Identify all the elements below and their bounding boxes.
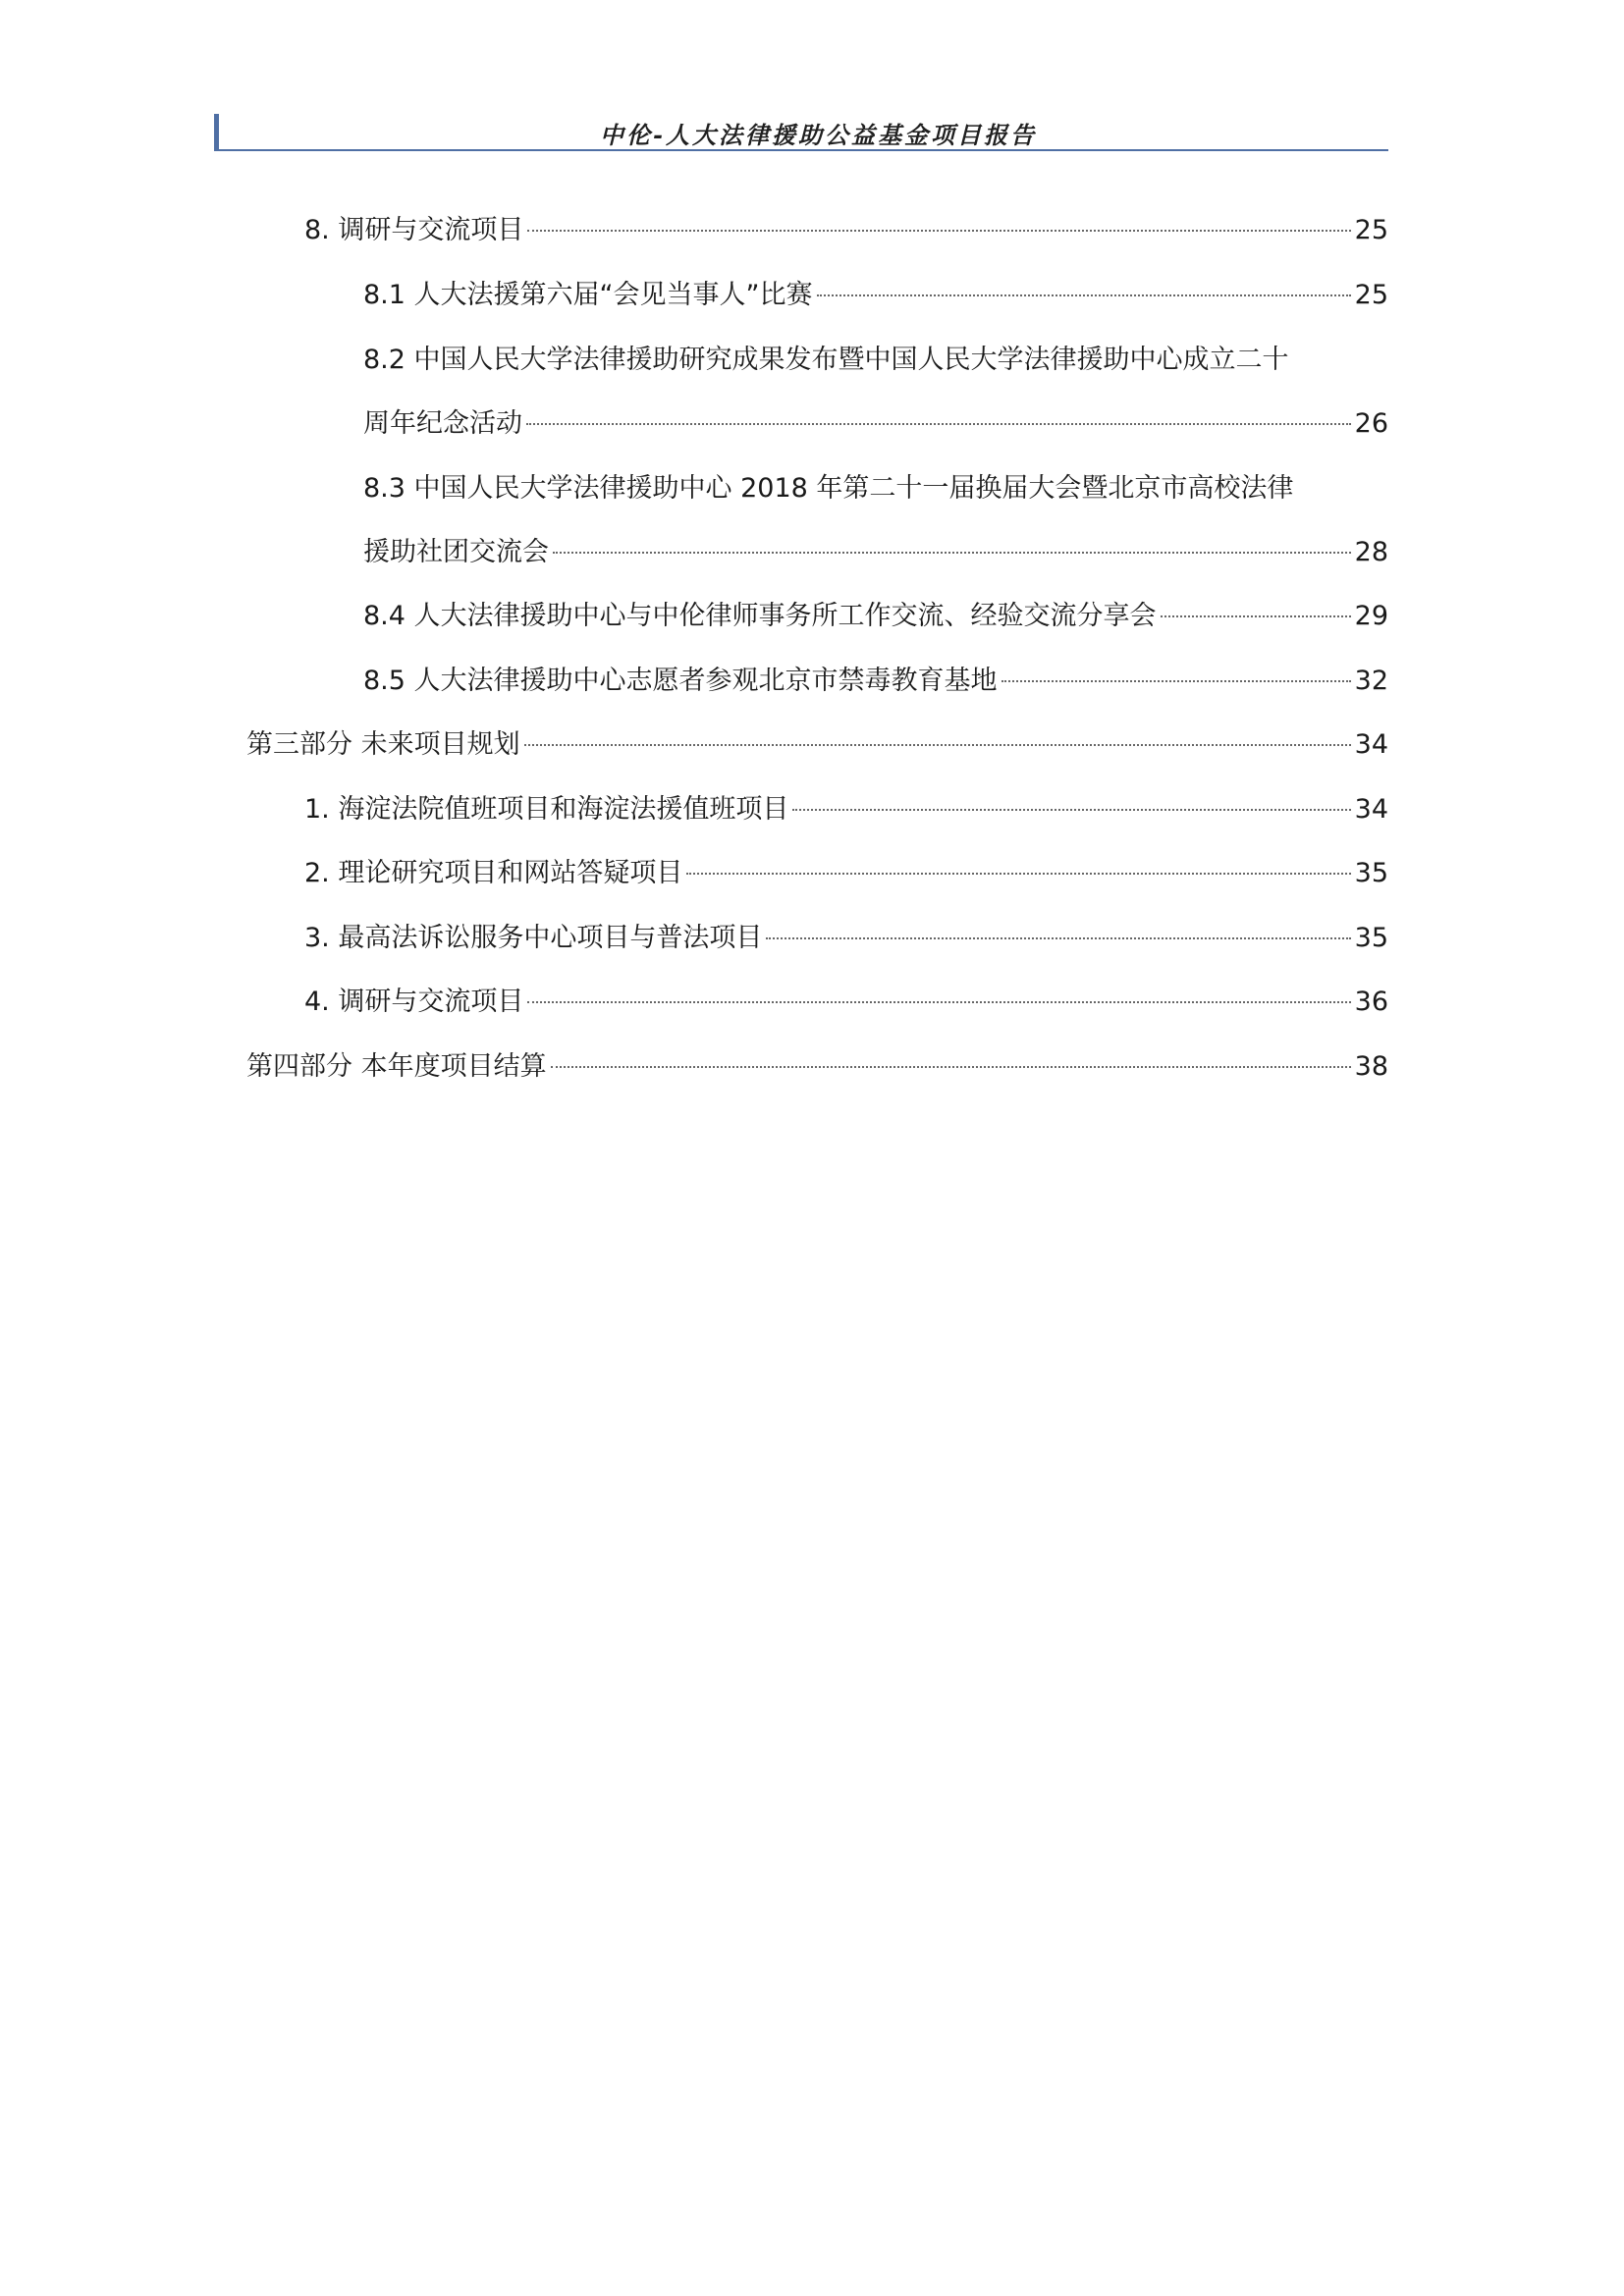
- toc-leader-dots: [1001, 680, 1351, 682]
- toc-leader-dots: [551, 1066, 1351, 1068]
- toc-entry[interactable]: [304, 854, 1388, 893]
- header-title: 中伦-人大法律援助公益基金项目报告: [600, 121, 1037, 149]
- toc-leader-dots: [527, 1001, 1350, 1003]
- toc-entry[interactable]: [304, 790, 1388, 829]
- toc-entry-title: 第三部分 未来项目规划: [246, 729, 520, 760]
- toc-entry[interactable]: [246, 1047, 1388, 1087]
- toc-entry[interactable]: [363, 662, 1388, 701]
- toc-entry-title: 1. 海淀法院值班项目和海淀法援值班项目: [304, 794, 789, 825]
- toc-entry[interactable]: [363, 597, 1388, 636]
- toc-entry[interactable]: [363, 533, 1388, 572]
- toc-entry-page: 34: [1354, 794, 1388, 825]
- toc-entry-page: 34: [1354, 729, 1388, 760]
- toc-entry-title-line1[interactable]: 8.3 中国人民大学法律援助中心 2018 年第二十一届换届大会暨北京市高校法律: [363, 473, 1294, 504]
- toc-entry-title: 8.4 人大法律援助中心与中伦律师事务所工作交流、经验交流分享会: [363, 601, 1157, 631]
- toc-entry-title: 2. 理论研究项目和网站答疑项目: [304, 858, 683, 888]
- toc-entry-page: 28: [1354, 537, 1388, 567]
- toc-leader-dots: [527, 230, 1350, 232]
- toc-entry-page: 25: [1354, 280, 1388, 310]
- toc-entry[interactable]: [304, 919, 1388, 958]
- toc-leader-dots: [526, 423, 1351, 425]
- toc-entry-page: 38: [1354, 1051, 1388, 1082]
- toc-entry-page: 32: [1354, 666, 1388, 696]
- toc-entry[interactable]: [363, 404, 1388, 444]
- toc-entry-page: 25: [1354, 215, 1388, 245]
- toc-leader-dots: [817, 294, 1351, 296]
- header-rule: [219, 149, 1388, 151]
- toc-entry-page: 35: [1354, 923, 1388, 953]
- toc-entry-title: 8. 调研与交流项目: [304, 215, 524, 245]
- toc-entry-title: 8.5 人大法律援助中心志愿者参观北京市禁毒教育基地: [363, 666, 998, 696]
- toc-entry[interactable]: [304, 983, 1388, 1022]
- page-header: [214, 108, 1388, 151]
- toc-entry-title: 8.1 人大法援第六届“会见当事人”比赛: [363, 280, 813, 310]
- toc-leader-dots: [1161, 615, 1351, 617]
- toc-entry-title-line1[interactable]: 8.2 中国人民大学法律援助研究成果发布暨中国人民大学法律援助中心成立二十: [363, 345, 1289, 375]
- toc-leader-dots: [686, 873, 1350, 875]
- toc-entry-page: 26: [1354, 408, 1388, 439]
- toc-entry-page: 35: [1354, 858, 1388, 888]
- toc-entry[interactable]: [246, 725, 1388, 765]
- toc-entry-title: 周年纪念活动: [363, 408, 522, 439]
- toc-entry-title: 3. 最高法诉讼服务中心项目与普法项目: [304, 923, 763, 953]
- toc-entry-title: 援助社团交流会: [363, 537, 549, 567]
- toc-leader-dots: [792, 809, 1350, 811]
- toc-leader-dots: [766, 937, 1350, 939]
- toc-entry[interactable]: [304, 211, 1388, 250]
- toc-entry-title: 第四部分 本年度项目结算: [246, 1051, 547, 1082]
- toc-entry-title: 4. 调研与交流项目: [304, 987, 524, 1017]
- toc-entry[interactable]: [363, 276, 1388, 315]
- toc-leader-dots: [524, 744, 1351, 746]
- toc-entry-page: 29: [1354, 601, 1388, 631]
- toc-leader-dots: [553, 552, 1351, 554]
- toc-entry-page: 36: [1354, 987, 1388, 1017]
- header-accent-bar: [214, 114, 219, 151]
